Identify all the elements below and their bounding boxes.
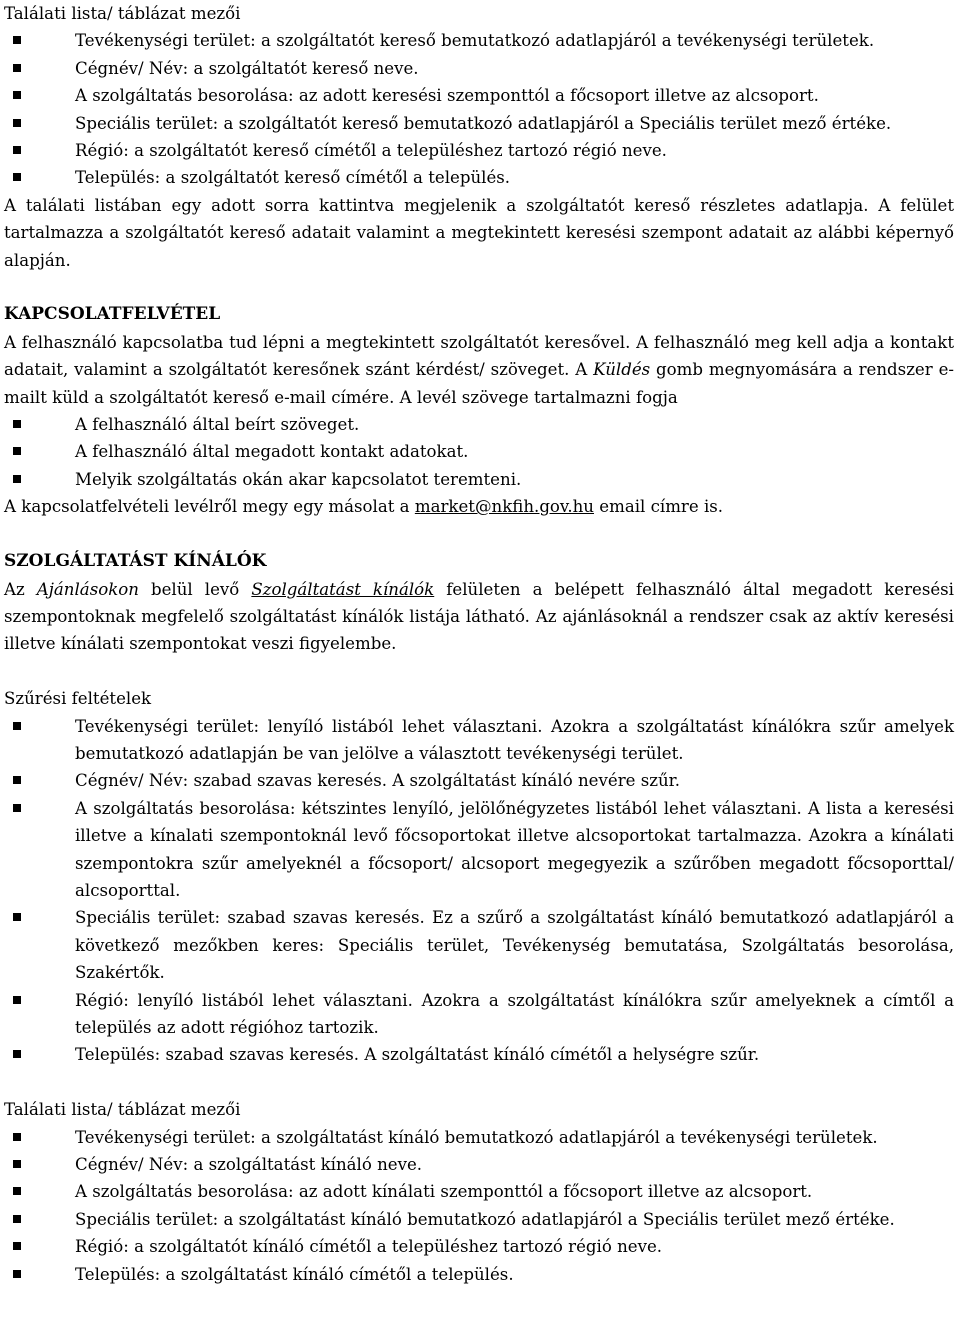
square-bullet-icon	[13, 475, 21, 483]
providers-paragraph: Az Ajánlásokon belül levő Szolgáltatást kínálók felületen a belépett felhasználó által megadott keresési szempontoknak megfelelő szolgáltatást kínálók listája látható. Az ajánlásoknál a rendszer csak az aktív keresési illetve kínálati szempontokat veszi figyelembe.	[4, 579, 954, 654]
square-bullet-icon	[13, 1215, 21, 1223]
list-item: A szolgáltatás besorolása: az adott keresési szemponttól a főcsoport illetve az alcsoport.	[75, 82, 954, 109]
provider-result-heading: Találati lista/ táblázat mezői	[4, 1100, 241, 1120]
square-bullet-icon	[13, 420, 21, 428]
provider-result-fields-list	[4, 1124, 954, 1288]
list-item: A felhasználó által beírt szöveget.	[75, 411, 954, 438]
square-bullet-icon	[13, 119, 21, 127]
list-item: Cégnév/ Név: a szolgáltatást kínáló neve.	[75, 1151, 954, 1178]
list-item: Tevékenységi terület: a szolgáltatót kereső bemutatkozó adatlapjáról a tevékenységi területek.	[75, 27, 954, 54]
square-bullet-icon	[13, 1242, 21, 1250]
list-item: Speciális terület: szabad szavas keresés. Ez a szűrő a szolgáltatást kínáló bemutatkozó adatlapjáról a következő mezőkben keres: Speciális terület, Tevékenység bemutatása, Szolgáltatás besorolása, Szakértők.	[75, 904, 954, 986]
contact-paragraph: A felhasználó kapcsolatba tud lépni a megtekintett szolgáltatót keresővel. A felhasználó meg kell adja a kontakt adatait, valamint a szolgáltatót keresőnek szánt kérdést/ szöveget. A Küldés gomb megnyomására a rendszer e-mailt küld a szolgáltatót kereső e-mail címére. A levél szövege tartalmazni fogja	[4, 332, 954, 407]
filter-conditions-list	[4, 713, 954, 1069]
square-bullet-icon	[13, 36, 21, 44]
square-bullet-icon	[13, 776, 21, 784]
copy-paragraph: A kapcsolatfelvételi levélről megy egy másolat a market@nkfih.gov.hu email címre is.	[4, 497, 724, 517]
square-bullet-icon	[13, 1133, 21, 1141]
square-bullet-icon	[13, 722, 21, 730]
list-item: Régió: lenyíló listából lehet választani. Azokra a szolgáltatást kínálókra szűr amelyeknek a címtől a település az adott régióhoz tartozik.	[75, 987, 954, 1042]
filter-heading: Szűrési feltételek	[4, 689, 152, 709]
square-bullet-icon	[13, 146, 21, 154]
list-item: Tevékenységi terület: lenyíló listából lehet választani. Azokra a szolgáltatást kínálókra szűr amelyek bemutatkozó adatlapján be van jelölve a választott tevékenységi terület.	[75, 713, 954, 768]
list-item: Melyik szolgáltatás okán akar kapcsolatot teremteni.	[75, 466, 954, 493]
list-item: A szolgáltatás besorolása: kétszintes lenyíló, jelölőnégyzetes listából lehet választani. A lista a keresési illetve a kínalati szempontoknál levő főcsoportokat illetve alcsoportokat tartalmazza. Azokra a kínálati szempontokra szűr amelyeknél a főcsoport/ alcsoport megegyezik a szűrőben megadott főcsoporttal/ alcsoporttal.	[75, 795, 954, 905]
square-bullet-icon	[13, 913, 21, 921]
email-link[interactable]: market@nkfih.gov.hu	[414, 497, 594, 517]
square-bullet-icon	[13, 1160, 21, 1168]
list-item: A szolgáltatás besorolása: az adott kínálati szemponttól a főcsoport illetve az alcsoport.	[75, 1178, 954, 1205]
list-item: Cégnév/ Név: a szolgáltatót kereső neve.	[75, 55, 954, 82]
square-bullet-icon	[13, 1187, 21, 1195]
square-bullet-icon	[13, 173, 21, 181]
list-item: Cégnév/ Név: szabad szavas keresés. A szolgáltatást kínáló nevére szűr.	[75, 767, 954, 794]
list-item: Régió: a szolgáltatót kínáló címétől a településhez tartozó régió neve.	[75, 1233, 954, 1260]
send-button-reference: Küldés	[593, 360, 651, 380]
square-bullet-icon	[13, 447, 21, 455]
list-item: Speciális terület: a szolgáltatót kereső bemutatkozó adatlapjáról a Speciális terület mező értéke.	[75, 110, 954, 137]
result-list-heading: Találati lista/ táblázat mezői	[4, 4, 241, 23]
list-item: A felhasználó által megadott kontakt adatokat.	[75, 438, 954, 465]
list-item: Speciális terület: a szolgáltatást kínáló bemutatkozó adatlapjáról a Speciális terület mező értéke.	[75, 1206, 954, 1233]
list-item: Település: szabad szavas keresés. A szolgáltatást kínáló címétől a helységre szűr.	[75, 1041, 954, 1068]
square-bullet-icon	[13, 91, 21, 99]
providers-heading: SZOLGÁLTATÁST KÍNÁLÓK	[4, 551, 267, 572]
list-item: Település: a szolgáltatót kereső címétől a település.	[75, 164, 954, 191]
result-fields-list	[4, 27, 954, 191]
recommendations-reference: Ajánlásokon	[36, 579, 139, 599]
square-bullet-icon	[13, 1050, 21, 1058]
list-item: Település: a szolgáltatást kínáló címétől a település.	[75, 1261, 954, 1288]
contact-heading: KAPCSOLATFELVÉTEL	[4, 304, 221, 325]
result-list-paragraph: A találati listában egy adott sorra kattintva megjelenik a szolgáltatót kereső részletes adatlapja. A felület tartalmazza a szolgáltatót kereső adatait valamint a megtekintett keresési szempont adatait az alábbi képernyő alapján.	[4, 195, 954, 270]
list-item: Tevékenységi terület: a szolgáltatást kínáló bemutatkozó adatlapjáról a tevékenységi területek.	[75, 1124, 954, 1151]
list-item: Régió: a szolgáltatót kereső címétől a településhez tartozó régió neve.	[75, 137, 954, 164]
square-bullet-icon	[13, 996, 21, 1004]
providers-reference: Szolgáltatást kínálók	[251, 579, 435, 599]
square-bullet-icon	[13, 64, 21, 72]
square-bullet-icon	[13, 804, 21, 812]
square-bullet-icon	[13, 1270, 21, 1278]
email-content-list	[4, 411, 954, 493]
